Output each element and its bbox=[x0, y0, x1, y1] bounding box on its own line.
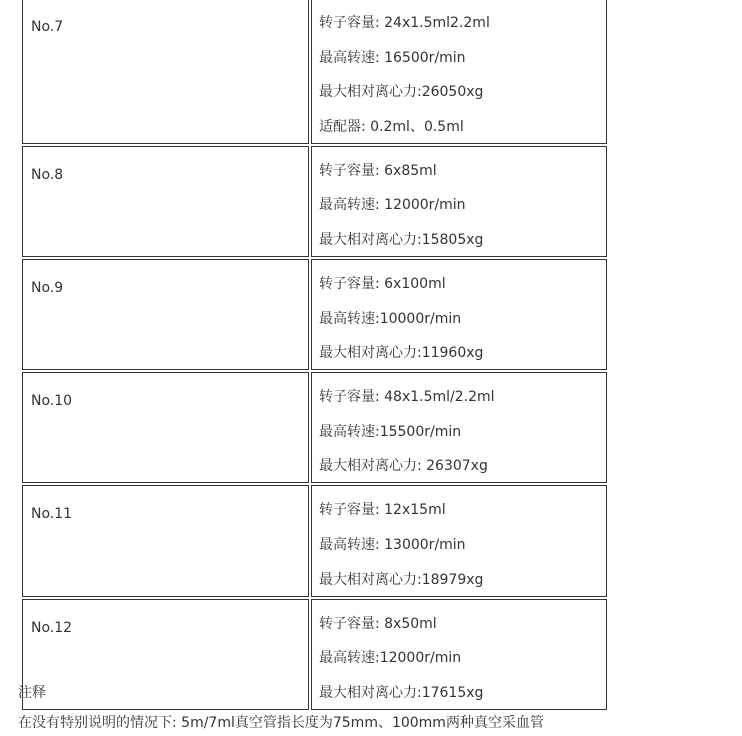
spec-line: 转子容量: 24x1.5ml2.2ml bbox=[318, 15, 490, 31]
model-cell bbox=[22, 372, 309, 483]
spec-line: 最大相对离心力: 26307xg bbox=[318, 458, 488, 475]
spec-line: 最高转速: 12000r/min bbox=[318, 197, 466, 214]
specs-cell bbox=[311, 0, 607, 144]
model-number: No.12 bbox=[31, 619, 73, 636]
spec-line: 最大相对离心力:18979xg bbox=[318, 571, 484, 588]
specs-cell bbox=[311, 485, 607, 596]
spec-line: 转子容量: 6x100ml bbox=[318, 275, 446, 292]
spec-line: 最高转速: 16500r/min bbox=[318, 49, 466, 66]
spec-line: 最大相对离心力:17615xg bbox=[318, 684, 484, 701]
spec-line: 最高转速:12000r/min bbox=[318, 650, 462, 667]
model-number: No.9 bbox=[31, 279, 64, 296]
table-row bbox=[22, 0, 607, 144]
table-row bbox=[22, 485, 607, 596]
spec-line: 适配器: 0.2ml、0.5ml bbox=[318, 118, 464, 135]
spec-line: 最大相对离心力:26050xg bbox=[318, 84, 484, 101]
spec-line: 转子容量: 8x50ml bbox=[318, 615, 437, 632]
spec-line: 最大相对离心力:15805xg bbox=[318, 231, 484, 248]
model-number: No.7 bbox=[31, 19, 64, 35]
spec-line: 最大相对离心力:11960xg bbox=[318, 345, 484, 362]
model-number: No.10 bbox=[31, 393, 73, 410]
table-row bbox=[22, 372, 607, 483]
specs-cell bbox=[311, 372, 607, 483]
spec-line: 转子容量: 12x15ml bbox=[318, 502, 446, 519]
rotor-spec-table bbox=[20, 0, 609, 712]
model-cell bbox=[22, 259, 309, 370]
notes-text: 在没有特别说明的情况下: 5m/7ml真空管指长度为75mm、100mm两种真空采血管 bbox=[18, 715, 544, 731]
model-cell bbox=[22, 146, 309, 257]
model-cell bbox=[22, 485, 309, 596]
spec-line: 最高转速:10000r/min bbox=[318, 310, 462, 327]
table-body bbox=[22, 0, 607, 710]
notes-title: 注释 bbox=[18, 685, 46, 701]
model-number: No.11 bbox=[31, 506, 73, 523]
spec-line: 最高转速: 13000r/min bbox=[318, 536, 466, 553]
spec-line: 最高转速:15500r/min bbox=[318, 423, 462, 440]
specs-cell bbox=[311, 146, 607, 257]
model-cell bbox=[22, 0, 309, 144]
specs-cell bbox=[311, 259, 607, 370]
notes-section bbox=[18, 683, 738, 733]
model-number: No.8 bbox=[31, 166, 64, 183]
spec-line: 转子容量: 6x85ml bbox=[318, 162, 437, 179]
table-row bbox=[22, 146, 607, 257]
spec-line: 转子容量: 48x1.5ml/2.2ml bbox=[318, 389, 495, 406]
table-row bbox=[22, 259, 607, 370]
